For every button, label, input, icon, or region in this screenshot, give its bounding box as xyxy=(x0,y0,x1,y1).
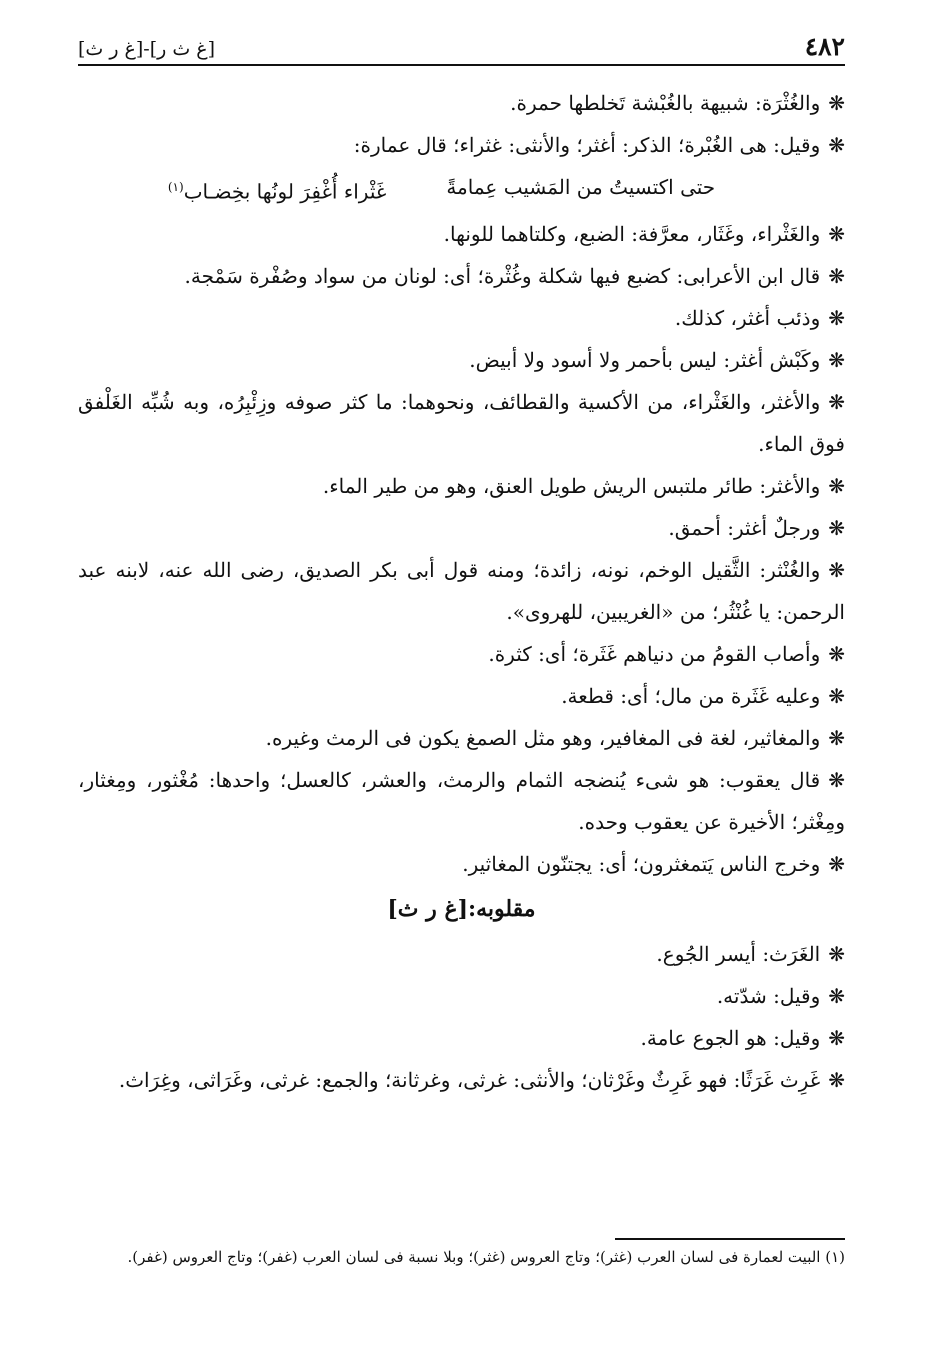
entry-1 xyxy=(78,82,845,124)
entry-text: والغُنْثر: الثَّقيل الوخم، نونه، زائدة؛ ومنه قول أبى بكر الصديق، رضى الله عنه، لابنه عبد الرحمن: يا غُنْثُر؛ من «الغريبين، للهروى». xyxy=(78,557,845,624)
entry-star: ❋ xyxy=(828,347,845,372)
entry-star: ❋ xyxy=(828,515,845,540)
entry-star: ❋ xyxy=(828,389,845,414)
entry-18 xyxy=(78,1017,845,1059)
entry-19 xyxy=(78,1059,845,1101)
entry-text: وذئب أغثر، كذلك. xyxy=(674,305,821,330)
entry-16 xyxy=(78,933,845,975)
entry-star: ❋ xyxy=(828,221,845,246)
entry-17 xyxy=(78,975,845,1017)
entry-text: والغَثْراء، وغَثَار، معرَّفة: الضبع، وكلتاهما للونها. xyxy=(443,221,821,246)
entry-12 xyxy=(78,675,845,717)
entry-text: وقيل: شدّته. xyxy=(716,983,821,1008)
page-number: ٤٨٢ xyxy=(804,32,845,61)
entry-14 xyxy=(78,759,845,843)
entry-star: ❋ xyxy=(828,473,845,498)
entry-star: ❋ xyxy=(828,641,845,666)
entry-star: ❋ xyxy=(828,133,845,157)
entry-star: ❋ xyxy=(828,305,845,330)
section-heading: مقلوبه:[غ ر ث] xyxy=(387,895,536,922)
entry-text: وقيل: هى الغُبْرة؛ الذكر: أغثر؛ والأنثى: غثراء؛ قال عمارة: xyxy=(353,133,821,157)
entry-star: ❋ xyxy=(828,941,845,966)
entry-star: ❋ xyxy=(828,1067,845,1092)
footnote-marker: (١) xyxy=(167,180,184,194)
entry-3 xyxy=(78,213,845,255)
entry-8 xyxy=(78,465,845,507)
entry-10 xyxy=(78,549,845,633)
entry-11 xyxy=(78,633,845,675)
entry-text: والغُثْرَة: شبيهة بالغُبْشة تَخلطها حمرة. xyxy=(510,91,821,115)
entry-star: ❋ xyxy=(828,91,845,115)
entry-text: والأغثر: طائر ملتبس الريش طويل العنق، وهو من طير الماء. xyxy=(322,473,821,498)
entry-star: ❋ xyxy=(828,263,845,288)
entry-6 xyxy=(78,339,845,381)
verse-second-text: غَثْراء أُغْفِرَ لونُها بخِضـاب xyxy=(183,179,387,204)
poetry-verse xyxy=(78,166,845,213)
entry-5 xyxy=(78,297,845,339)
entry-text: وقيل: هو الجوع عامة. xyxy=(640,1025,821,1050)
entry-text: وعليه غَثَرة من مال؛ أى: قطعة. xyxy=(561,683,821,708)
entry-15 xyxy=(78,843,845,885)
entry-text: ورجلٌ أغثر: أحمق. xyxy=(668,515,821,540)
entry-7 xyxy=(78,381,845,465)
entry-star: ❋ xyxy=(828,767,845,792)
footnote-divider xyxy=(615,1238,845,1240)
verse-first-hemistich: حتى اكتسيتُ من المَشيب عِمامةً xyxy=(446,175,716,199)
entry-4 xyxy=(78,255,845,297)
verse-second-hemistich xyxy=(168,166,386,213)
entry-text: الغَرَث: أيسر الجُوع. xyxy=(656,941,821,966)
entry-star: ❋ xyxy=(828,983,845,1008)
entry-star: ❋ xyxy=(828,1025,845,1050)
entry-text: والأغثر، والغَثْراء، من الأكسية والقطائف، ونحوهما: ما كثر صوفه وزِئْبِرُه، وبه شُبِّه الغَلْفق فوق الماء. xyxy=(78,389,845,456)
entry-text: وخرج الناس يَتمغثرون؛ أى: يجتنّون المغاثير. xyxy=(462,851,821,876)
main-text xyxy=(78,82,845,1101)
entry-text: والمغاثير، لغة فى المغافير، وهو مثل الصمغ يكون فى الرمث وغيره. xyxy=(265,725,821,750)
footnote: (١) البيت لعمارة فى لسان العرب (غثر)؛ وتاج العروس (غثر)؛ وبلا نسبة فى لسان العرب (غفر)؛ وتاج العروس (غفر). xyxy=(127,1248,845,1266)
entry-text: وكَبْش أغثر: ليس بأحمر ولا أسود ولا أبيض. xyxy=(469,347,821,372)
entry-2 xyxy=(78,124,845,166)
entry-text: غَرِث غَرَثًا: فهو غَرِثٌ وغَرْثان؛ والأنثى: غرثى، وغرثانة؛ والجمع: غرثى، وغَرَاثى، وغِرَاث. xyxy=(118,1067,821,1092)
entry-text: قال يعقوب: هو شىء يُنضجه الثمام والرمث، والعشر، كالعسل؛ واحدها: مُغْثور، ومِغثار، ومِغْثر؛ الأخيرة عن يعقوب وحده. xyxy=(78,767,845,834)
entry-star: ❋ xyxy=(828,725,845,750)
entry-star: ❋ xyxy=(828,683,845,708)
page-header xyxy=(78,32,845,66)
entry-text: وأصاب القومُ من دنياهم غَثَرة؛ أى: كثرة. xyxy=(488,641,821,666)
entry-text: قال ابن الأعرابى: كضبع فيها شكلة وغُثْرة؛ أى: لونان من سواد وصُفْرة سَمْجة. xyxy=(184,263,821,288)
running-head: [غ ث ر]-[غ ر ث] xyxy=(78,38,216,60)
entry-star: ❋ xyxy=(828,851,845,876)
entry-9 xyxy=(78,507,845,549)
entry-star: ❋ xyxy=(828,557,845,582)
entry-13 xyxy=(78,717,845,759)
